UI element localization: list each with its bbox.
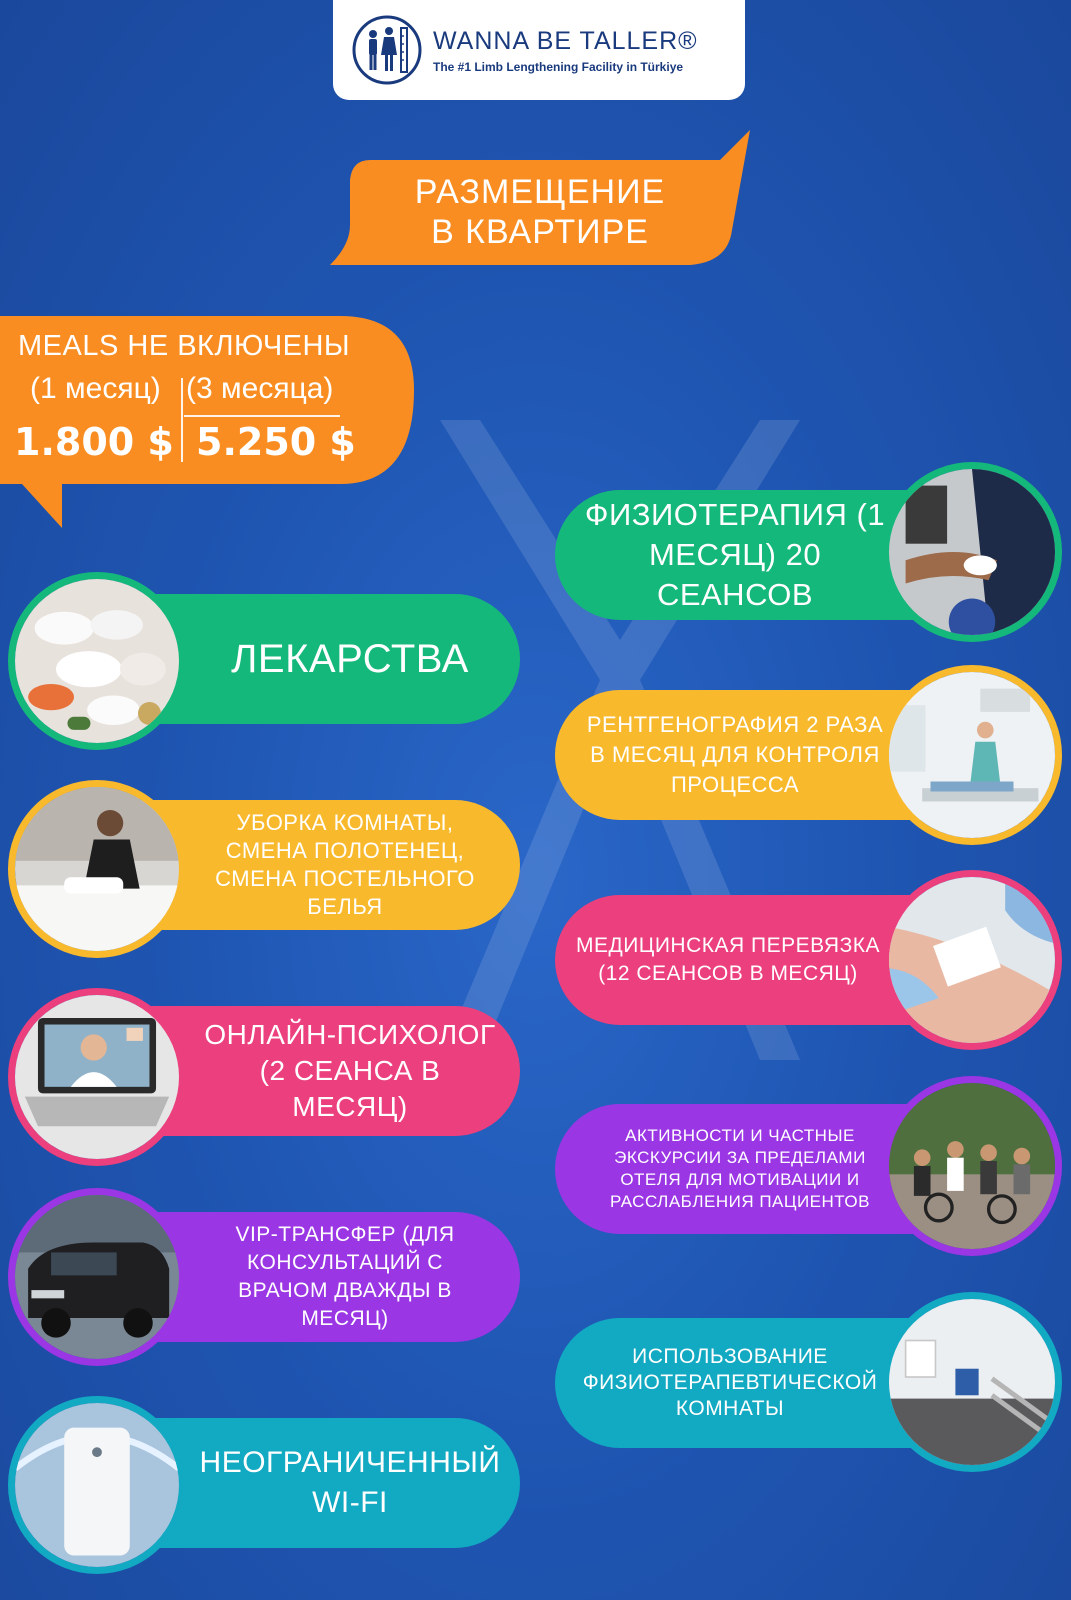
service-unlimited-wifi-label: НЕОГРАНИЧЕННЫЙ WI-FI [199,1446,501,1519]
van-photo [8,1188,186,1366]
service-physiotherapy-label: ФИЗИОТЕРАПИЯ (1 МЕСЯЦ) 20 СЕАНСОВ [584,497,886,612]
bandage-photo [882,870,1062,1050]
housekeeping-photo [8,780,186,958]
logo-subtitle: The #1 Limb Lengthening Facility in Türkiye [433,59,684,74]
router-photo [8,1396,186,1574]
accommodation-title: РАЗМЕЩЕНИЕ В КВАРТИРЕ [414,173,666,251]
service-activities-excursions-label: АКТИВНОСТИ И ЧАСТНЫЕ ЭКСКУРСИИ ЗА ПРЕДЕЛАМИ ОТЕЛЯ ДЛЯ МОТИВАЦИИ И РАССЛАБЛЕНИЯ ПАЦИЕНТОВ [610,1126,870,1211]
price-amount-1-month: 1.800 $ [14,420,174,464]
service-medicines-label: ЛЕКАРСТВА [231,636,469,681]
price-divider-horizontal [184,415,340,417]
price-divider-vertical [181,378,183,462]
service-therapy-room-label: ИСПОЛЬЗОВАНИЕ ФИЗИОТЕРАПЕВТИЧЕСКОЙ КОМНАТЫ [582,1345,878,1420]
logo-header [333,0,745,100]
price-amount-3-months: 5.250 $ [196,420,356,464]
price-period-3-months: (3 месяца) [186,372,334,405]
people-height-icon [351,14,423,86]
meals-not-included-label: MEALS НЕ ВКЛЮЧЕНЫ [18,330,351,362]
pills-photo [8,572,186,750]
service-vip-transfer-label: VIP-ТРАНСФЕР (ДЛЯ КОНСУЛЬТАЦИЙ С ВРАЧОМ ДВАЖДЫ В МЕСЯЦ) [235,1223,455,1330]
laptop-video-call-photo [8,988,186,1166]
price-period-1-month: (1 месяц) [30,372,161,405]
service-online-psychologist-label: ОНЛАЙН-ПСИХОЛОГ (2 СЕАНСА В МЕСЯЦ) [204,1019,496,1122]
group-excursion-photo [882,1076,1062,1256]
logo-title: WANNA BE TALLER® [433,26,698,55]
service-medical-dressing-label: МЕДИЦИНСКАЯ ПЕРЕВЯЗКА (12 СЕАНСОВ В МЕСЯЦ) [575,934,881,985]
physiotherapy-photo [882,462,1062,642]
service-radiography-label: РЕНТГЕНОГРАФИЯ 2 РАЗА В МЕСЯЦ ДЛЯ КОНТРОЛЯ ПРОЦЕССА [586,712,884,797]
xray-photo [882,665,1062,845]
service-housekeeping-label: УБОРКА КОМНАТЫ, СМЕНА ПОЛОТЕНЕЦ, СМЕНА ПОСТЕЛЬНОГО БЕЛЬЯ [215,810,475,919]
therapy-room-photo [882,1292,1062,1472]
